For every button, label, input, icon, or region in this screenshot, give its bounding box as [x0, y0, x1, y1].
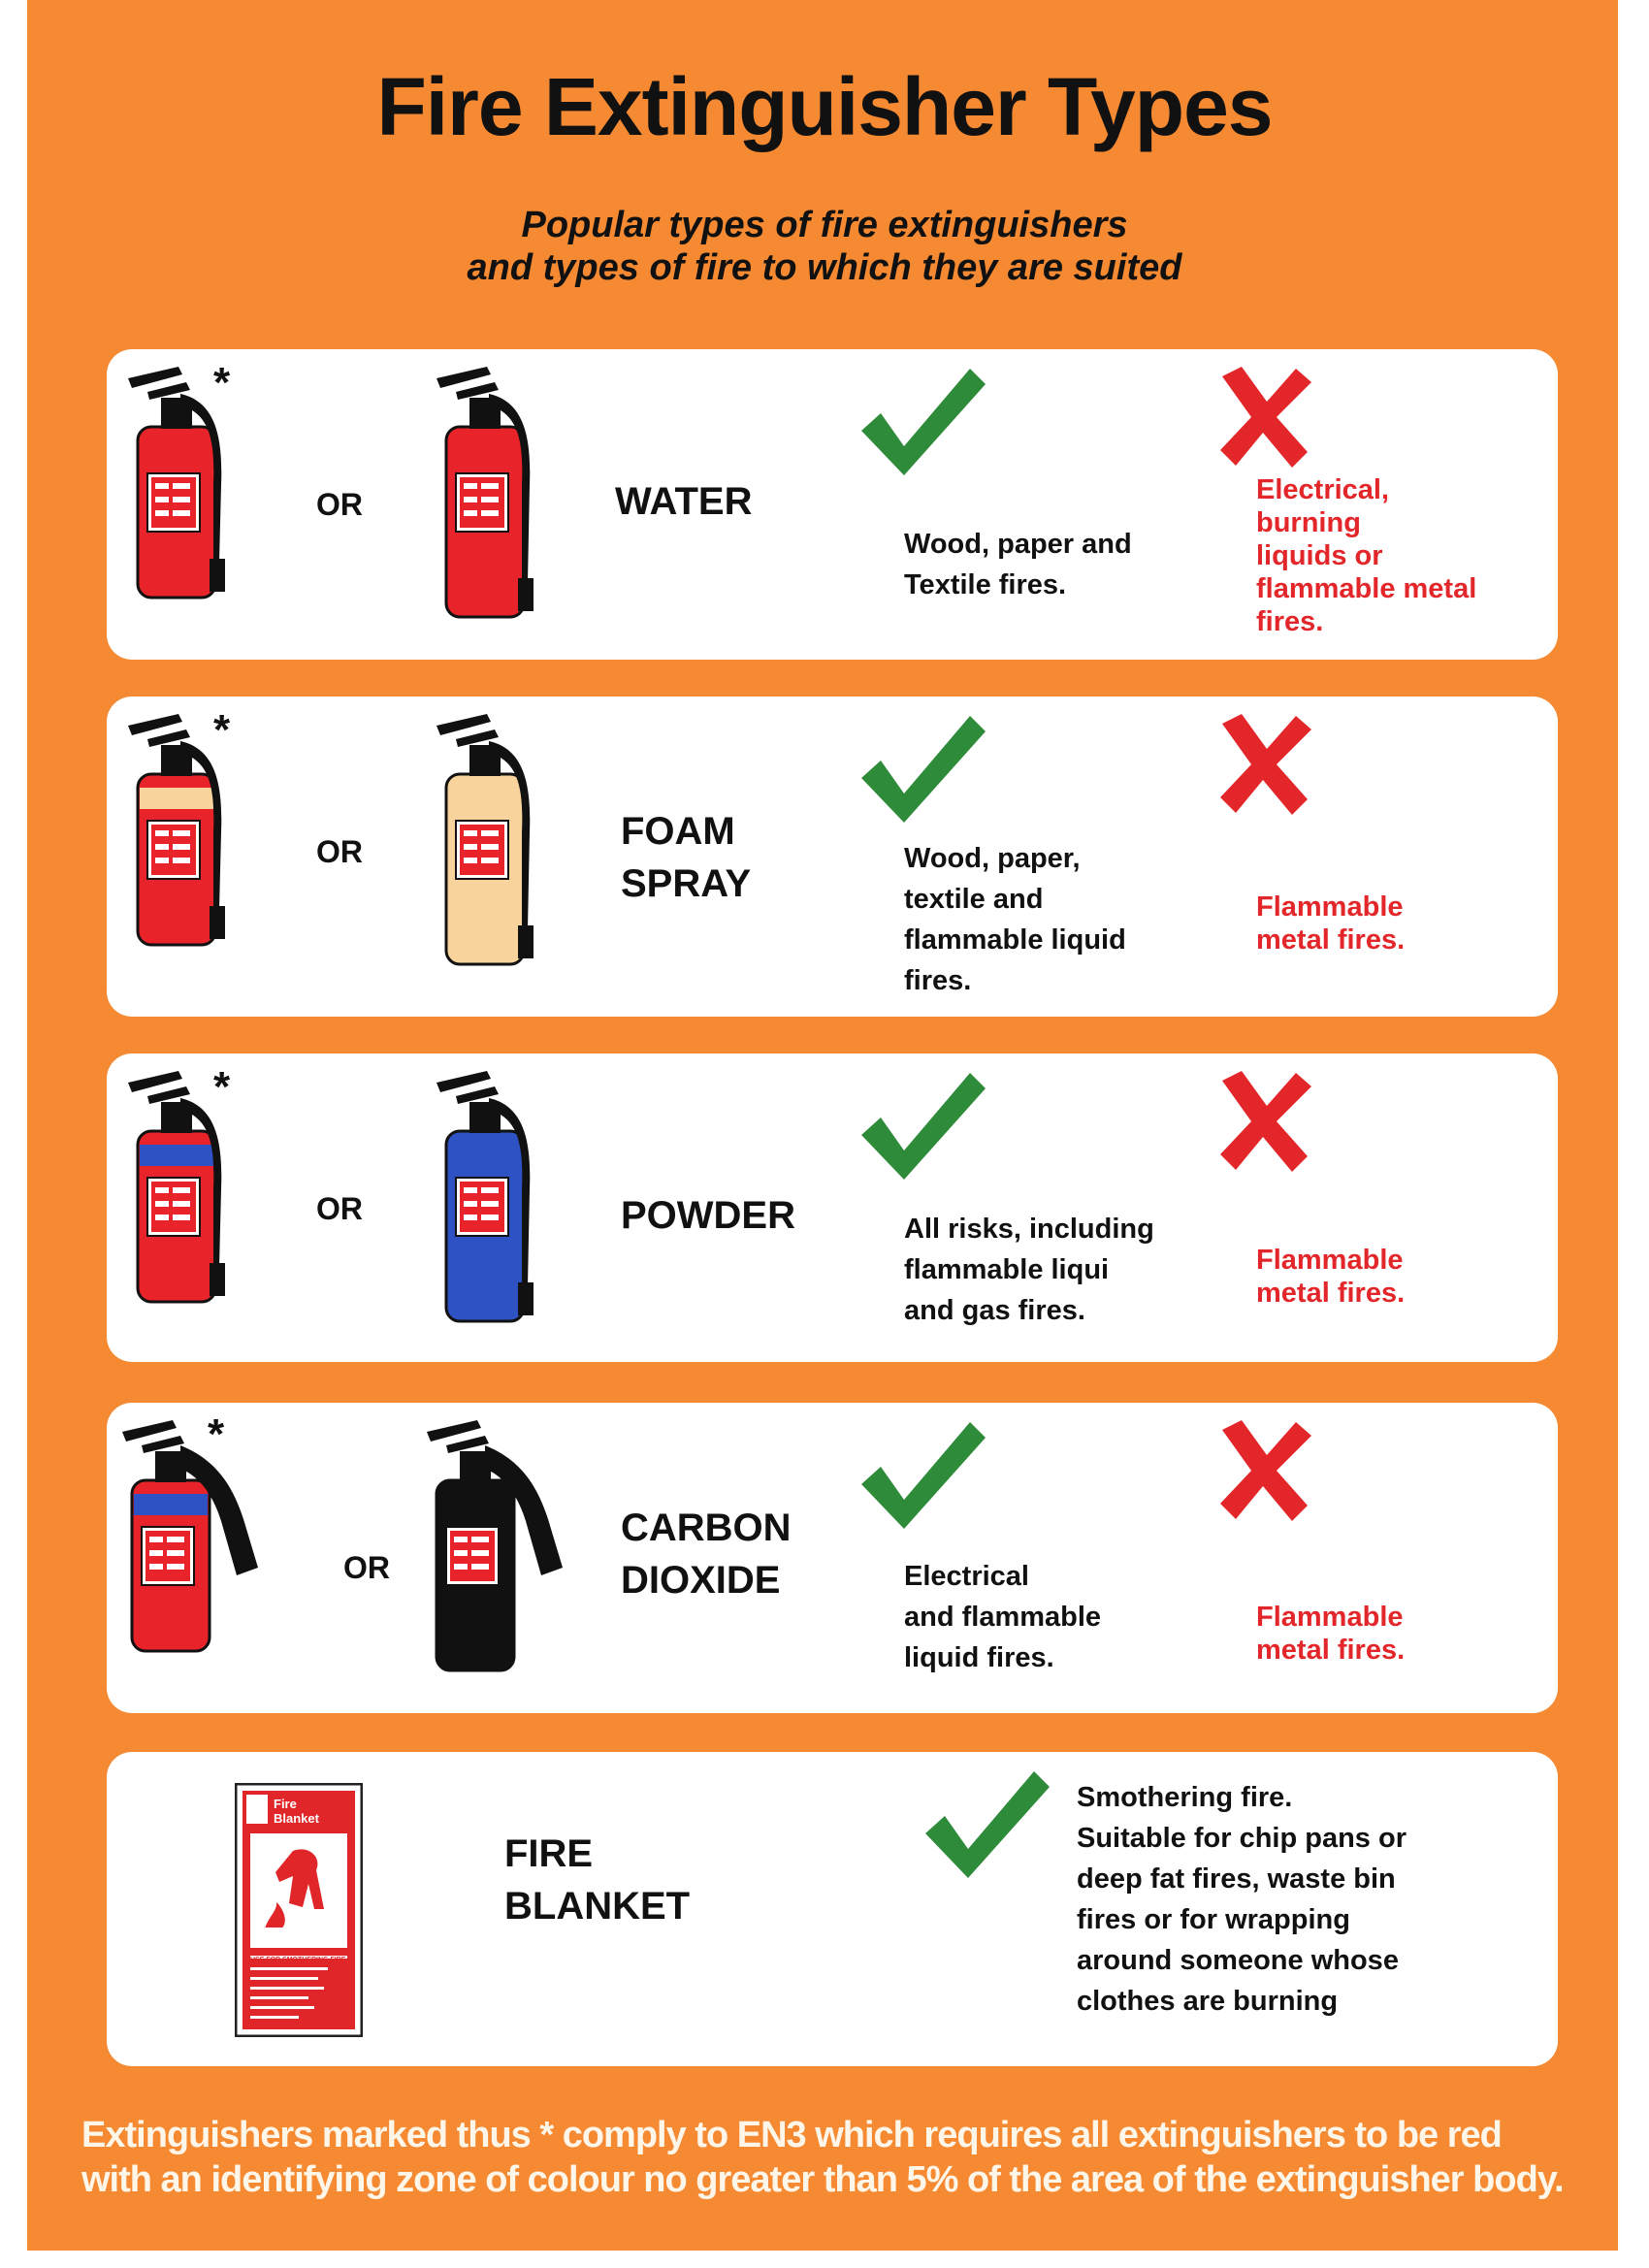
blanket-description-line: Smothering fire.: [1077, 1782, 1293, 1813]
suitable-line: liquid fires.: [904, 1642, 1054, 1673]
extinguisher-type-label: [621, 1502, 792, 1606]
footnote-line-1: Extinguishers marked thus * comply to EN3 which requires all extinguishers to be red: [81, 2115, 1502, 2155]
blanket-description: [1077, 1777, 1406, 2022]
extinguisher-row-card: [107, 1403, 1558, 1713]
type-label-line: SPRAY: [621, 862, 752, 905]
blanket-sign-small-text: USE FOR SMOTHERING FIRE: [250, 1957, 346, 1963]
or-label: OR: [316, 834, 363, 869]
unsuitable-fires-text: [1256, 1601, 1405, 1667]
red-cross-icon: [1212, 1067, 1319, 1176]
red-cross-icon: [1212, 363, 1319, 471]
red-extinguisher-icon: [118, 359, 283, 640]
suitable-line: flammable liqui: [904, 1254, 1110, 1285]
suitable-fires-text: [904, 838, 1126, 1001]
unsuitable-fires-text: [1256, 891, 1405, 956]
unsuitable-line: fires.: [1256, 606, 1324, 637]
blanket-description-line: Suitable for chip pans or: [1077, 1823, 1406, 1854]
blanket-description-line: around someone whose: [1077, 1945, 1399, 1976]
suitable-line: Wood, paper and: [904, 529, 1132, 560]
footnote-line-2: with an identifying zone of colour no greater than 5% of the area of the extinguisher body.: [81, 2159, 1564, 2200]
type-label-line: DIOXIDE: [621, 1559, 781, 1602]
blanket-description-line: deep fat fires, waste bin: [1077, 1863, 1396, 1895]
blanket-sign-label-2: Blanket: [274, 1811, 319, 1826]
red-cross-icon: [1212, 1416, 1319, 1525]
green-check-icon: [920, 1766, 1055, 1882]
extinguisher-type-label: [621, 1189, 795, 1242]
footnote: [81, 2113, 1633, 2202]
type-label-line: POWDER: [621, 1194, 795, 1237]
asterisk-marker: *: [213, 706, 231, 754]
extinguisher-row-card: [107, 349, 1558, 660]
unsuitable-fires-text: [1256, 1244, 1405, 1310]
unsuitable-line: metal fires.: [1256, 1635, 1406, 1666]
suitable-line: All risks, including: [904, 1214, 1154, 1245]
colored-extinguisher-icon: [417, 1412, 582, 1694]
blanket-description-line: fires or for wrapping: [1077, 1904, 1350, 1935]
fire-blanket-card: [107, 1752, 1558, 2066]
red-extinguisher-icon: [118, 1063, 283, 1345]
subtitle-line-1: Popular types of fire extinguishers: [521, 205, 1128, 245]
red-extinguisher-icon: [118, 706, 283, 988]
suitable-line: and flammable: [904, 1602, 1102, 1633]
suitable-line: fires.: [904, 965, 972, 996]
suitable-line: flammable liquid: [904, 924, 1126, 956]
unsuitable-line: metal fires.: [1256, 1278, 1406, 1309]
unsuitable-line: Flammable: [1256, 891, 1404, 923]
asterisk-marker: *: [208, 1410, 225, 1458]
blanket-type-line: BLANKET: [504, 1885, 691, 1928]
extinguisher-row-card: [107, 697, 1558, 1017]
or-label: OR: [316, 487, 363, 522]
type-label-line: FOAM: [621, 810, 735, 853]
suitable-fires-text: [904, 1209, 1154, 1331]
red-extinguisher-icon: [113, 1412, 277, 1694]
unsuitable-fires-text: [1256, 473, 1476, 638]
suitable-line: and gas fires.: [904, 1295, 1085, 1326]
green-check-icon: [856, 1416, 991, 1533]
asterisk-marker: *: [213, 359, 231, 406]
extinguisher-row-card: [107, 1053, 1558, 1362]
unsuitable-line: liquids or: [1256, 540, 1383, 571]
suitable-line: Wood, paper,: [904, 843, 1081, 874]
red-cross-icon: [1212, 710, 1319, 819]
page-title: Fire Extinguisher Types: [376, 61, 1273, 152]
extinguisher-type-label: [615, 475, 752, 528]
suitable-fires-text: [904, 524, 1132, 605]
extinguisher-type-label: [621, 805, 751, 910]
blanket-type-line: FIRE: [504, 1832, 594, 1875]
colored-extinguisher-icon: [427, 706, 592, 988]
green-check-icon: [856, 710, 991, 826]
suitable-line: Textile fires.: [904, 569, 1067, 600]
suitable-fires-text: [904, 1556, 1101, 1678]
colored-extinguisher-icon: [427, 359, 592, 640]
unsuitable-line: Flammable: [1256, 1602, 1404, 1633]
suitable-line: textile and: [904, 884, 1044, 915]
type-label-line: CARBON: [621, 1507, 792, 1549]
page-subtitle: [0, 204, 1649, 289]
or-label: OR: [343, 1550, 390, 1585]
suitable-line: Electrical: [904, 1561, 1029, 1592]
fire-blanket-sign-icon: [235, 1783, 363, 2037]
green-check-icon: [856, 1067, 991, 1183]
or-label: OR: [316, 1191, 363, 1226]
green-check-icon: [856, 363, 991, 479]
unsuitable-line: burning: [1256, 507, 1361, 538]
unsuitable-line: Electrical,: [1256, 474, 1390, 505]
blanket-sign-label-1: Fire: [274, 1797, 297, 1811]
unsuitable-line: flammable metal: [1256, 573, 1477, 604]
blanket-type-label: [504, 1828, 690, 1932]
unsuitable-line: Flammable: [1256, 1245, 1404, 1276]
asterisk-marker: *: [213, 1063, 231, 1111]
unsuitable-line: metal fires.: [1256, 924, 1406, 956]
subtitle-line-2: and types of fire to which they are suited: [467, 247, 1182, 288]
colored-extinguisher-icon: [427, 1063, 592, 1345]
blanket-description-line: clothes are burning: [1077, 1986, 1339, 2017]
type-label-line: WATER: [615, 480, 753, 523]
